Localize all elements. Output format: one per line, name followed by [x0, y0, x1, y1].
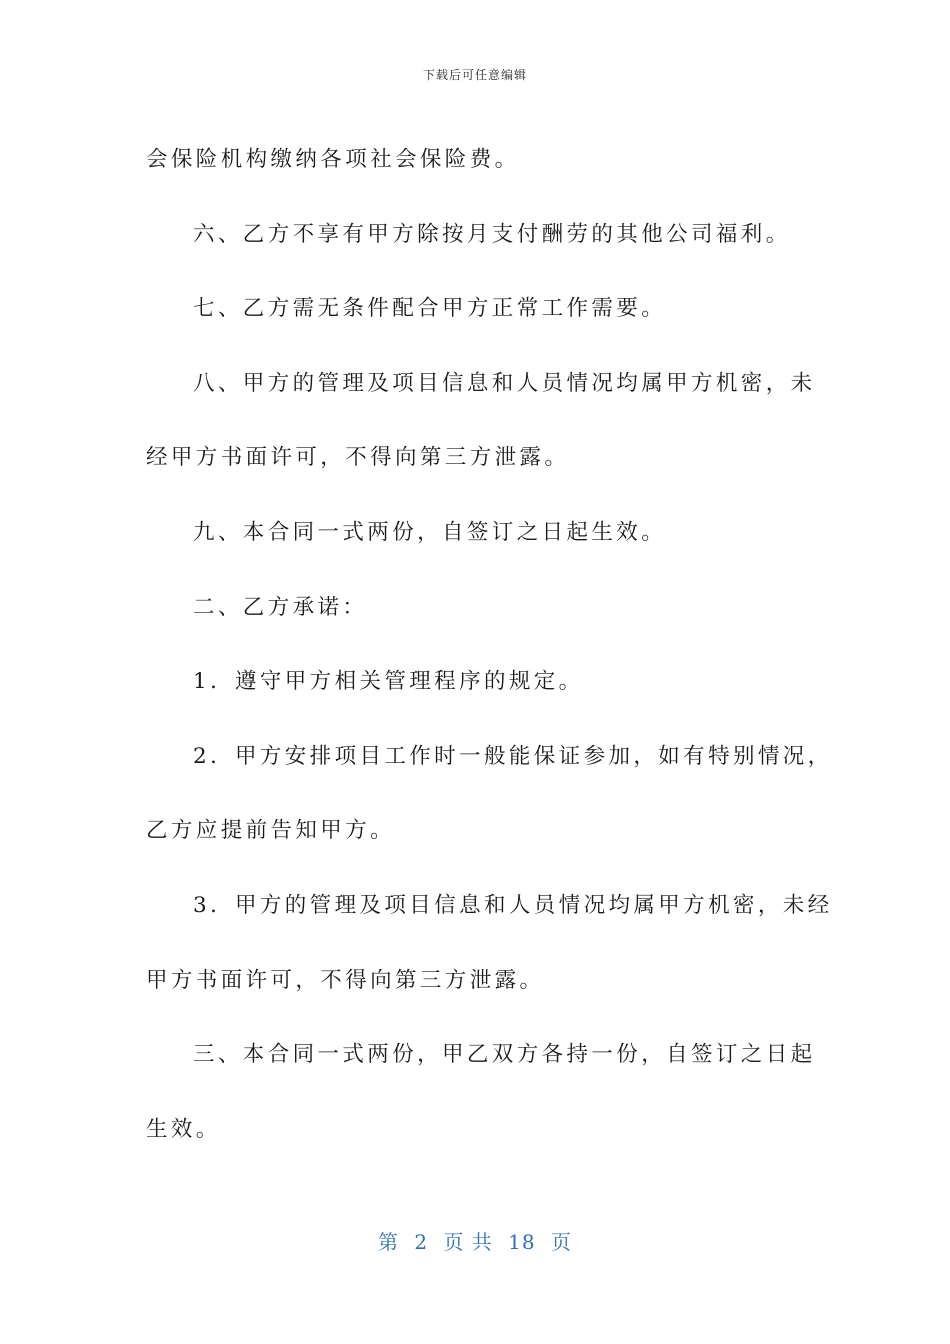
- paragraph-line: 会保险机构缴纳各项社会保险费。: [146, 147, 520, 172]
- footer-middle: 页 共: [443, 1230, 493, 1254]
- list-item: 3．甲方的管理及项目信息和人员情况均属甲方机密，未经: [193, 892, 833, 918]
- paragraph-line: 甲方书面许可，不得向第三方泄露。: [146, 967, 545, 993]
- paragraph-line: 八、甲方的管理及项目信息和人员情况均属甲方机密，未: [193, 370, 816, 396]
- list-item: 1．遵守甲方相关管理程序的规定。: [193, 669, 584, 695]
- total-page-count: 18: [508, 1230, 536, 1254]
- footer-prefix: 第: [378, 1230, 399, 1254]
- paragraph-line: 乙方应提前告知甲方。: [146, 818, 396, 844]
- paragraph-line: 六、乙方不享有甲方除按月支付酬劳的其他公司福利。: [193, 221, 791, 247]
- paragraph-line: 九、本合同一式两份，自签订之日起生效。: [193, 519, 667, 545]
- footer-suffix: 页: [550, 1230, 572, 1254]
- document-body: [146, 123, 833, 1167]
- current-page-number: 2: [414, 1230, 429, 1254]
- paragraph-line: 三、本合同一式两份，甲乙双方各持一份，自签订之日起: [193, 1042, 816, 1068]
- page-header: 下载后可任意编辑: [422, 68, 527, 82]
- paragraph-line: 生效。: [146, 1116, 221, 1142]
- section-heading: 二、乙方承诺：: [193, 594, 368, 620]
- list-item: 2．甲方安排项目工作时一般能保证参加，如有特别情况，: [193, 743, 833, 769]
- page-number-footer: [0, 1226, 950, 1255]
- paragraph-line: 七、乙方需无条件配合甲方正常工作需要。: [193, 296, 667, 322]
- paragraph-line: 经甲方书面许可，不得向第三方泄露。: [146, 445, 570, 471]
